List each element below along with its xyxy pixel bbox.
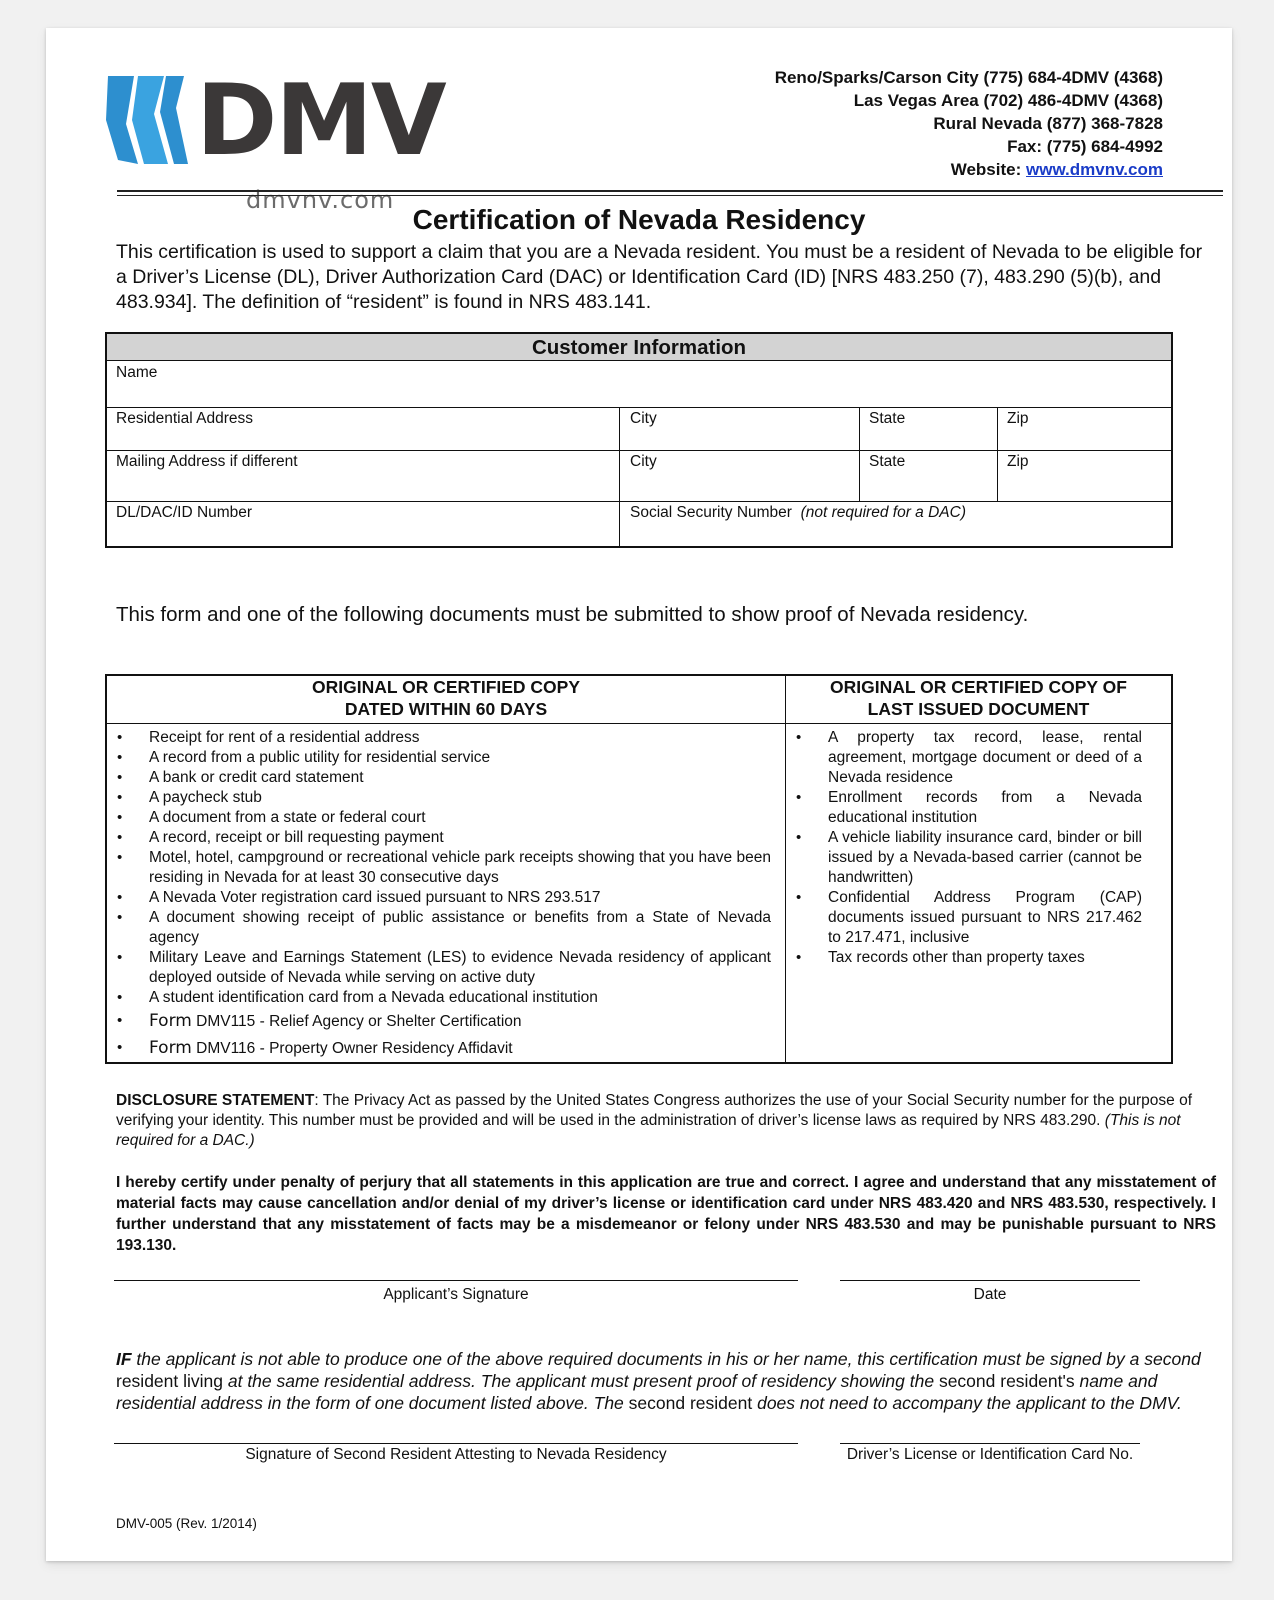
- mailing-zip-field[interactable]: Zip: [1007, 453, 1029, 470]
- proof-statement: This form and one of the following documents must be submitted to show proof of Nevada residency.: [116, 603, 1029, 626]
- logo-website: dmvnv.com: [246, 186, 395, 214]
- contact-block: [775, 66, 1163, 181]
- page-title: Certification of Nevada Residency: [412, 204, 866, 235]
- form-dmv115-link[interactable]: DMV115 - Relief Agency or Shelter Certification: [196, 1013, 522, 1030]
- applicant-signature-line[interactable]: [114, 1280, 798, 1281]
- left-document-list: [107, 728, 771, 1062]
- residential-address-field[interactable]: Residential Address: [116, 410, 253, 427]
- list-item: • A Nevada Voter registration card issued pursuant to NRS 293.517: [107, 888, 771, 908]
- ssn-label: Social Security Number: [630, 504, 792, 521]
- list-item: • Tax records other than property taxes: [786, 948, 1142, 968]
- form-dmv116-link[interactable]: DMV116 - Property Owner Residency Affidavit: [196, 1040, 513, 1057]
- document-page: [46, 28, 1232, 1561]
- right-document-list: [786, 728, 1142, 968]
- list-item: • A document from a state or federal court: [107, 808, 771, 828]
- left-column-header: ORIGINAL OR CERTIFIED COPY DATED WITHIN 60 DAYS: [311, 677, 581, 719]
- residential-state-field[interactable]: State: [869, 410, 906, 427]
- name-field[interactable]: Name: [116, 364, 158, 381]
- date-label: Date: [973, 1286, 1007, 1303]
- list-item: • Military Leave and Earnings Statement (LES) to evidence Nevada residency of applicant deployed outside of Nevada while serving on active duty: [107, 948, 771, 988]
- mailing-city-field[interactable]: City: [630, 453, 657, 470]
- date-line[interactable]: [840, 1280, 1140, 1281]
- contact-rural: Rural Nevada (877) 368-7828: [933, 114, 1163, 133]
- applicant-signature-label: Applicant’s Signature: [383, 1286, 529, 1303]
- intro-paragraph: This certification is used to support a claim that you are a Nevada resident. You must be a resident of Nevada to be eligible for a Driver’s License (DL), Driver Authorization Card (DAC) or Identification Card (ID) [NRS 483.250 (7), 483.290 (5)(b), and 483.934]. The definition of “resident” is found in NRS 483.141.: [116, 241, 1203, 313]
- list-item: • Enrollment records from a Nevada educational institution: [786, 788, 1142, 828]
- license-number-label: Driver’s License or Identification Card No.: [846, 1446, 1134, 1463]
- list-item: • A bank or credit card statement: [107, 768, 771, 788]
- ssn-note: (not required for a DAC): [800, 504, 966, 521]
- contact-website: [775, 158, 1163, 181]
- list-item: [107, 1035, 771, 1062]
- website-link[interactable]: www.dmvnv.com: [1026, 160, 1163, 179]
- logo-wordmark: DMV: [196, 64, 445, 178]
- list-item: • A record from a public utility for residential service: [107, 748, 771, 768]
- contact-las-vegas: Las Vegas Area (702) 486-4DMV (4368): [853, 91, 1163, 110]
- list-item: • A document showing receipt of public assistance or benefits from a State of Nevada agency: [107, 908, 771, 948]
- form-number: DMV-005 (Rev. 1/2014): [116, 1516, 257, 1531]
- residential-city-field[interactable]: City: [630, 410, 657, 427]
- header-rule: [117, 190, 1223, 192]
- disclosure-note: (This is not required for a DAC.): [116, 1112, 1181, 1149]
- list-item: • A paycheck stub: [107, 788, 771, 808]
- list-item: • A student identification card from a Nevada educational institution: [107, 988, 771, 1008]
- documents-table: [105, 674, 1173, 1064]
- disclosure-label: DISCLOSURE STATEMENT: [116, 1092, 315, 1109]
- ssn-field[interactable]: [630, 504, 966, 522]
- right-column-header: ORIGINAL OR CERTIFIED COPY OF LAST ISSUED DOCUMENT: [830, 677, 1127, 719]
- mailing-address-field[interactable]: Mailing Address if different: [116, 453, 298, 470]
- list-item: • A record, receipt or bill requesting payment: [107, 828, 771, 848]
- contact-reno: Reno/Sparks/Carson City (775) 684-4DMV (4368): [774, 68, 1163, 87]
- form-word: Form: [149, 1038, 192, 1058]
- mailing-state-field[interactable]: State: [869, 453, 906, 470]
- list-item: • A vehicle liability insurance card, binder or bill issued by a Nevada-based carrier (cannot be handwritten): [786, 828, 1142, 888]
- license-number-line[interactable]: [840, 1443, 1140, 1444]
- residential-zip-field[interactable]: Zip: [1007, 410, 1029, 427]
- list-item: • A property tax record, lease, rental agreement, mortgage document or deed of a Nevada residence: [786, 728, 1142, 788]
- list-item: [107, 1008, 771, 1035]
- second-resident-instructions: IF the applicant is not able to produce one of the above required documents in his or her name, this certification must be signed by a second resident living at the same residential address. The applicant must present proof of residency showing the second resident's name and residential address in the form of one document listed above. The second resident does not need to accompany the applicant to the DMV.: [116, 1349, 1201, 1413]
- customer-info-table: [105, 332, 1173, 548]
- list-item: • Receipt for rent of a residential address: [107, 728, 771, 748]
- list-item: • Motel, hotel, campground or recreational vehicle park receipts showing that you have been residing in Nevada for at least 30 consecutive days: [107, 848, 771, 888]
- disclosure-text: : The Privacy Act as passed by the United States Congress authorizes the use of your Social Security number for the purpose of verifying your identity. This number must be provided and will be used in the administration of driver’s license laws as required by NRS 483.290.: [116, 1092, 1193, 1129]
- road-swoosh-icon: [104, 64, 192, 174]
- second-resident-signature-label: Signature of Second Resident Attesting to Nevada Residency: [245, 1446, 667, 1463]
- contact-fax: Fax: (775) 684-4992: [1007, 137, 1163, 156]
- list-item: • Confidential Address Program (CAP) documents issued pursuant to NRS 217.462 to 217.471, inclusive: [786, 888, 1142, 948]
- dl-number-field[interactable]: DL/DAC/ID Number: [116, 504, 253, 521]
- disclosure-statement: [116, 1091, 1216, 1151]
- second-resident-signature-line[interactable]: [114, 1443, 798, 1444]
- form-word: Form: [149, 1011, 192, 1031]
- header-rule-thin: [117, 195, 1223, 196]
- customer-info-header: Customer Information: [107, 334, 1171, 361]
- website-label: Website:: [950, 160, 1022, 179]
- certification-statement: I hereby certify under penalty of perjury that all statements in this application are true and correct. I agree and understand that any misstatement of material facts may cause cancellation and/or denial of my driver’s license or identification card under NRS 483.420 and NRS 483.530, respectively. I further understand that any misstatement of facts may be a misdemeanor or felony under NRS 483.530 and may be punishable pursuant to NRS 193.130.: [116, 1174, 1216, 1254]
